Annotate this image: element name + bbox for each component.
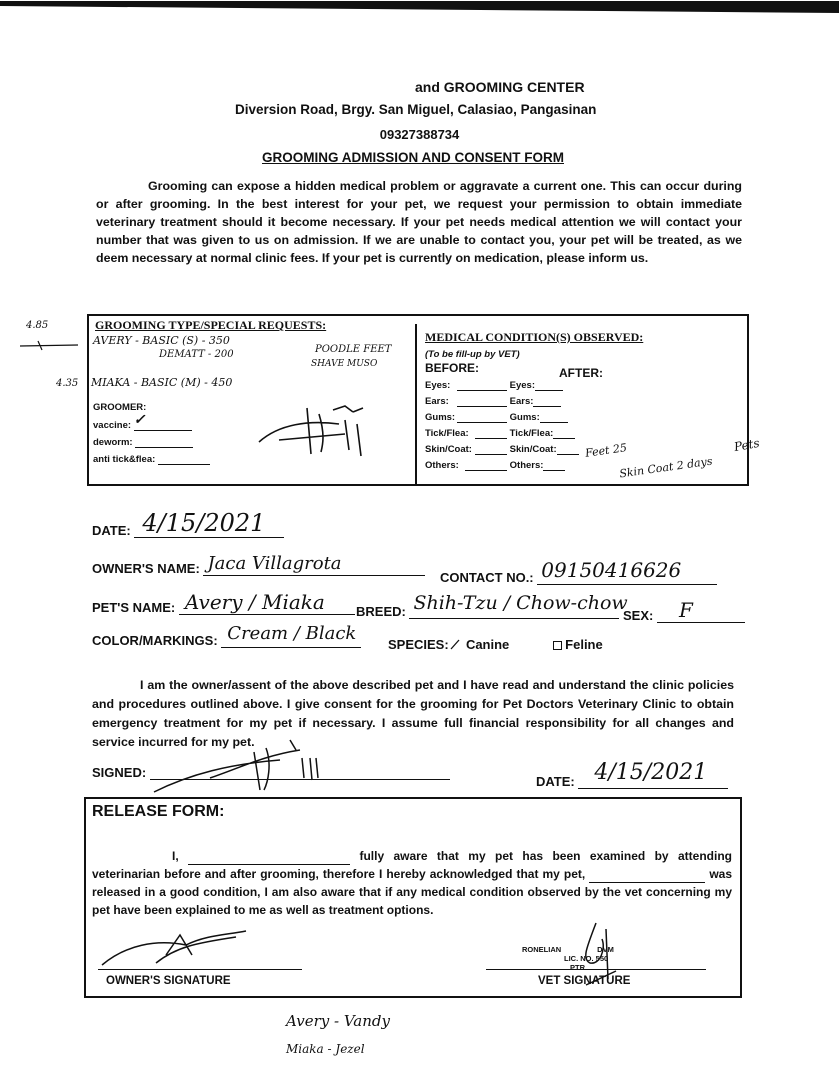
groomer-signature xyxy=(249,394,389,460)
medical-rows xyxy=(425,380,579,476)
owner-signature-top xyxy=(150,730,350,800)
consent-paragraph: I am the owner/assent of the above described pet and I have read and understand the clinic policies and procedures outlined above. I give consent for the grooming for Pet Doctors Veterinary Clinic to obtain emergency treatment for my pet if necessary. I assume full financial responsibility for all changes and service incurred for my pet. xyxy=(92,678,734,749)
row-skin: Skin/Coat: Skin/Coat: xyxy=(425,444,579,460)
row-eyes: Eyes: Eyes: xyxy=(425,380,579,396)
sex-value: F xyxy=(678,598,693,622)
row-ears: Ears: Ears: xyxy=(425,396,579,412)
vaccine-row: vaccine: ✓ xyxy=(93,420,192,431)
grooming-note-2: SHAVE MUSO xyxy=(311,359,378,369)
species-canine[interactable]: Canine xyxy=(465,637,510,652)
contact-row: CONTACT NO.: 09150416626 xyxy=(440,566,717,585)
margin-note-1: 4.85 xyxy=(26,320,49,331)
pet-value: Avery / Miaka xyxy=(184,590,325,614)
species-feline: Feline xyxy=(565,637,603,652)
intro-paragraph: Grooming can expose a hidden medical problem or aggravate a current one. This can occur during or after grooming. In the best interest for your pet, we request your permission to obtain immediate veterinary treatment should it become necessary. If your pet needs medical attention we will contact your number that was given to us on admission. If we are unable to contact you, your pet will be treated, as we deem necessary at normal clinic fees. If your pet is currently on medication, please inform us. xyxy=(96,179,742,265)
grooming-request-3: MIAKA - BASIC (M) - 450 xyxy=(91,376,233,389)
bottom-note-1: Avery - Vandy xyxy=(286,1012,390,1030)
vet-stamp: RONELIAN DVM LIC. NO. 550 PTR xyxy=(522,945,614,972)
pet-row: PET'S NAME: Avery / Miaka xyxy=(92,596,355,615)
row-tick: Tick/Flea: Tick/Flea: xyxy=(425,428,579,444)
after-label: AFTER: xyxy=(559,366,603,380)
groomer-label: GROOMER: xyxy=(93,402,147,413)
center-phone: 09327388734 xyxy=(379,127,460,142)
color-row: COLOR/MARKINGS: Cream / Black xyxy=(92,629,361,648)
date-row: DATE: 4/15/2021 xyxy=(92,515,284,538)
grooming-title: GROOMING TYPE/SPECIAL REQUESTS: xyxy=(95,318,327,332)
signed-row: SIGNED: xyxy=(92,763,450,780)
bottom-note-2: Miaka - Jezel xyxy=(286,1042,365,1056)
vaccine-check: ✓ xyxy=(133,412,146,428)
medical-subtitle: (To be fill-up by VET) xyxy=(425,349,520,360)
date-value: 4/15/2021 xyxy=(142,509,266,537)
signed-date-row: DATE: 4/15/2021 xyxy=(536,772,728,789)
medical-note-1: Feet 25 xyxy=(584,441,628,460)
scan-edge-bar xyxy=(0,0,839,12)
owner-release-signature xyxy=(96,925,266,975)
center-address: Diversion Road, Brgy. San Miguel, Calasiao, Pangasinan xyxy=(235,102,597,117)
medical-note-2: Skin Coat 2 days xyxy=(618,454,714,481)
grooming-note-1: POODLE FEET xyxy=(315,344,392,355)
species-row: SPECIES: Canine Feline xyxy=(388,637,603,652)
form-title: GROOMING ADMISSION AND CONSENT FORM xyxy=(262,150,564,165)
grooming-request-1: AVERY - BASIC (S) - 350 xyxy=(93,334,230,347)
sex-row: SEX: F xyxy=(623,606,745,623)
margin-note-2: 4.35 xyxy=(56,378,79,389)
signed-date-value: 4/15/2021 xyxy=(594,760,708,785)
release-box xyxy=(84,797,742,998)
vet-signature-label: VET SIGNATURE xyxy=(538,975,631,987)
owner-row: OWNER'S NAME: Jaca Villagrota xyxy=(92,557,425,576)
feline-checkbox[interactable] xyxy=(553,641,562,650)
breed-value: Shih-Tzu / Chow-chow xyxy=(413,592,628,614)
row-gums: Gums: Gums: xyxy=(425,412,579,428)
anti-tick-row: anti tick&flea: xyxy=(93,454,210,465)
breed-row: BREED: Shih-Tzu / Chow-chow xyxy=(356,592,628,619)
before-label: BEFORE: xyxy=(425,361,479,375)
owner-signature-label: OWNER'S SIGNATURE xyxy=(106,975,231,987)
row-others: Others: Others: xyxy=(425,460,579,476)
deworm-row: deworm: xyxy=(93,437,193,448)
grooming-request-2: DEMATT - 200 xyxy=(159,349,234,360)
owner-value: Jaca Villagrota xyxy=(207,553,342,574)
release-paragraph: I, fully aware that my pet has been examined by attending veterinarian before and after grooming, therefore I hereby acknowledged that my pet, was released in a good condition, I am also aware that if any medical condition observed by the vet concerning my pet have been explained to me as well as treatment options. xyxy=(92,849,732,917)
contact-value: 09150416626 xyxy=(541,558,682,582)
grooming-medical-box xyxy=(87,314,761,486)
medical-title: MEDICAL CONDITION(S) OBSERVED: xyxy=(425,330,644,344)
margin-strike xyxy=(18,338,82,352)
release-title: RELEASE FORM: xyxy=(92,803,225,820)
box-divider xyxy=(415,324,417,486)
center-name: and GROOMING CENTER xyxy=(415,79,585,95)
color-value: Cream / Black xyxy=(227,623,357,644)
medical-note-3: Pets xyxy=(732,435,761,455)
